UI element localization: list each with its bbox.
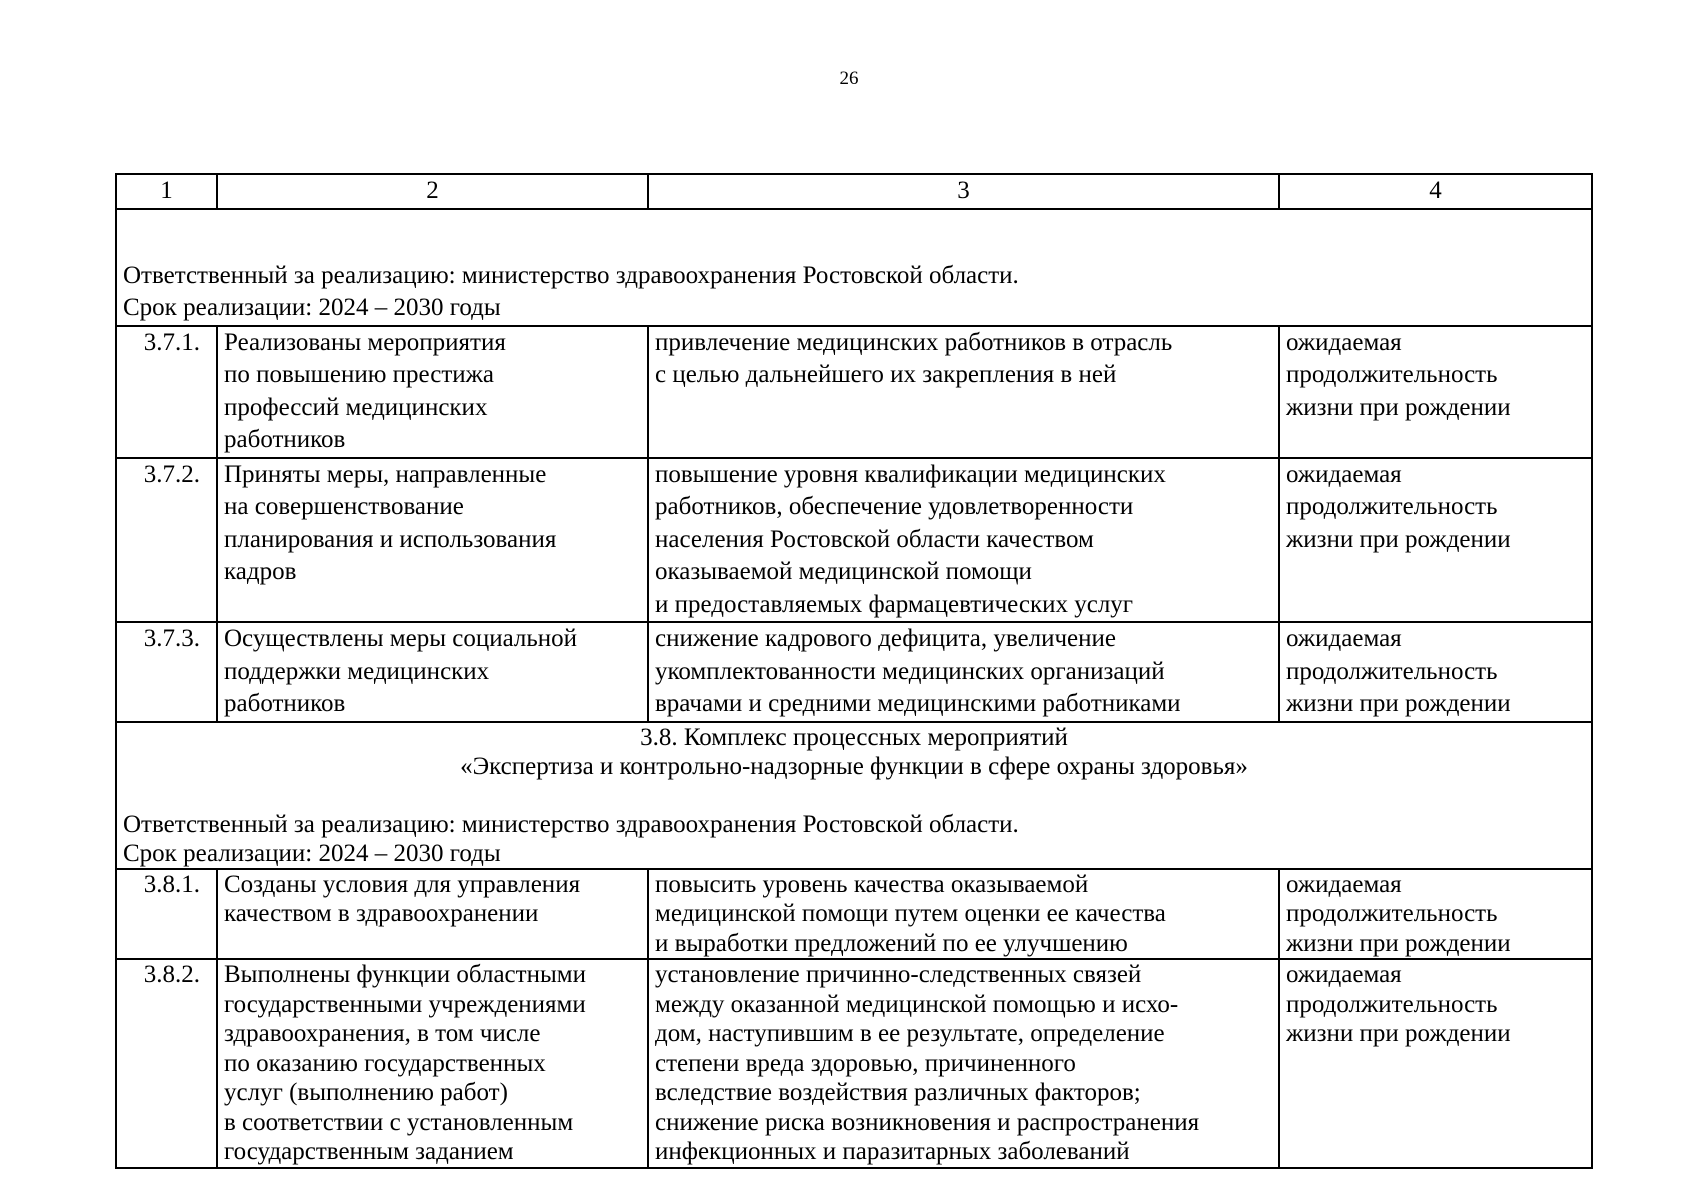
cell-line: Приняты меры, направленные	[224, 460, 547, 488]
cell-line: повысить уровень качества оказываемой	[655, 870, 1089, 898]
table-row	[116, 869, 1592, 960]
cell-line: ожидаемая	[1286, 460, 1402, 488]
cell-line: Выполнены функции областными	[224, 961, 586, 988]
header-cell-2: 2	[217, 174, 648, 209]
cell-line: Реализованы мероприятия	[224, 328, 506, 356]
cell-line: установление причинно-следственных связей	[655, 961, 1142, 988]
section-38-info	[116, 722, 1592, 869]
description-cell	[648, 326, 1279, 458]
cell-line: и предоставляемых фармацевтических услуг	[655, 590, 1134, 618]
table-row	[116, 622, 1592, 722]
cell-line: жизни при рождении	[1286, 690, 1511, 717]
cell-line: и выработки предложений по ее улучшению	[655, 929, 1128, 957]
description-cell	[648, 622, 1279, 722]
cell-line: кадров	[224, 558, 297, 585]
indicator-cell	[1279, 458, 1592, 623]
table-row	[116, 326, 1592, 458]
cell-line: жизни при рождении	[1286, 393, 1511, 421]
cell-line: услуг (выполнению работ)	[224, 1079, 508, 1106]
cell-line: с целью дальнейшего их закрепления в ней	[655, 361, 1117, 388]
measure-cell	[217, 458, 648, 623]
cell-line: качеством в здравоохранении	[224, 900, 539, 927]
table-row	[116, 458, 1592, 623]
header-cell-3: 3	[648, 174, 1279, 209]
cell-line: в соответствии с установленным	[224, 1108, 574, 1136]
cell-line: продолжительность	[1286, 361, 1498, 388]
cell-line: оказываемой медицинской помощи	[655, 558, 1032, 585]
cell-line: дом, наступившим в ее результате, определение	[655, 1020, 1165, 1047]
description-cell	[648, 959, 1279, 1168]
measure-cell	[217, 959, 648, 1168]
cell-line: ожидаемая	[1286, 870, 1402, 898]
section-37-responsible: Ответственный за реализацию: министерство здравоохранения Ростовской области.	[123, 261, 1019, 289]
cell-line: укомплектованности медицинских организаций	[655, 657, 1165, 685]
description-cell	[648, 869, 1279, 960]
measures-table	[115, 173, 1593, 1169]
cell-line: работников	[224, 426, 346, 453]
description-cell	[648, 458, 1279, 623]
indicator-cell	[1279, 959, 1592, 1168]
indicator-cell	[1279, 326, 1592, 458]
section-38-row	[116, 722, 1592, 869]
cell-line: на совершенствование	[224, 493, 464, 520]
cell-line: врачами и средними медицинскими работниками	[655, 690, 1181, 717]
cell-line: работников, обеспечение удовлетворенности	[655, 493, 1134, 520]
section-37-row	[116, 209, 1592, 326]
cell-line: степени вреда здоровью, причиненного	[655, 1049, 1076, 1077]
cell-line: государственными учреждениями	[224, 990, 586, 1018]
measure-cell	[217, 869, 648, 960]
cell-line: продолжительность	[1286, 657, 1498, 685]
row-number: 3.8.1.	[116, 869, 217, 960]
cell-line: Созданы условия для управления	[224, 870, 581, 898]
cell-line: снижение риска возникновения и распространения	[655, 1108, 1200, 1136]
header-row	[116, 174, 1592, 209]
section-38-title-line2: «Экспертиза и контрольно-надзорные функции в сфере охраны здоровья»	[460, 752, 1248, 780]
section-38-responsible: Ответственный за реализацию: министерство здравоохранения Ростовской области.	[123, 810, 1019, 838]
page-number: 26	[839, 68, 859, 89]
indicator-cell	[1279, 622, 1592, 722]
measure-cell	[217, 326, 648, 458]
cell-line: ожидаемая	[1286, 625, 1402, 652]
cell-line: снижение кадрового дефицита, увеличение	[655, 625, 1117, 652]
cell-line: профессий медицинских	[224, 393, 488, 421]
cell-line: населения Ростовской области качеством	[655, 525, 1094, 553]
section-37-info	[116, 209, 1592, 326]
cell-line: продолжительность	[1286, 493, 1498, 520]
cell-line: поддержки медицинских	[224, 657, 490, 685]
cell-line: продолжительность	[1286, 990, 1498, 1018]
cell-line: работников	[224, 690, 346, 717]
section-37-term: Срок реализации: 2024 – 2030 годы	[123, 294, 501, 321]
cell-line: продолжительность	[1286, 900, 1498, 927]
cell-line: ожидаемая	[1286, 961, 1402, 988]
cell-line: привлечение медицинских работников в отрасль	[655, 328, 1173, 356]
header-cell-1: 1	[116, 174, 217, 209]
cell-line: по повышению престижа	[224, 361, 495, 388]
cell-line: государственным заданием	[224, 1138, 514, 1165]
row-number: 3.8.2.	[116, 959, 217, 1168]
cell-line: между оказанной медицинской помощью и исхо-	[655, 990, 1179, 1018]
cell-line: ожидаемая	[1286, 328, 1402, 356]
cell-line: по оказанию государственных	[224, 1049, 546, 1077]
row-number: 3.7.2.	[116, 458, 217, 623]
cell-line: инфекционных и паразитарных заболеваний	[655, 1138, 1130, 1165]
cell-line: Осуществлены меры социальной	[224, 625, 578, 652]
header-cell-4: 4	[1279, 174, 1592, 209]
cell-line: жизни при рождении	[1286, 525, 1511, 553]
cell-line: вследствие воздействия различных факторов;	[655, 1079, 1141, 1106]
indicator-cell	[1279, 869, 1592, 960]
table-row	[116, 959, 1592, 1168]
cell-line: повышение уровня квалификации медицинских	[655, 460, 1166, 488]
cell-line: жизни при рождении	[1286, 929, 1511, 957]
section-38-term: Срок реализации: 2024 – 2030 годы	[123, 839, 501, 867]
measure-cell	[217, 622, 648, 722]
cell-line: планирования и использования	[224, 525, 557, 553]
row-number: 3.7.3.	[116, 622, 217, 722]
row-number: 3.7.1.	[116, 326, 217, 458]
cell-line: здравоохранения, в том числе	[224, 1020, 541, 1047]
section-38-title-line1: 3.8. Комплекс процессных мероприятий	[640, 723, 1068, 751]
cell-line: медицинской помощи путем оценки ее качества	[655, 900, 1166, 927]
cell-line: жизни при рождении	[1286, 1020, 1511, 1047]
